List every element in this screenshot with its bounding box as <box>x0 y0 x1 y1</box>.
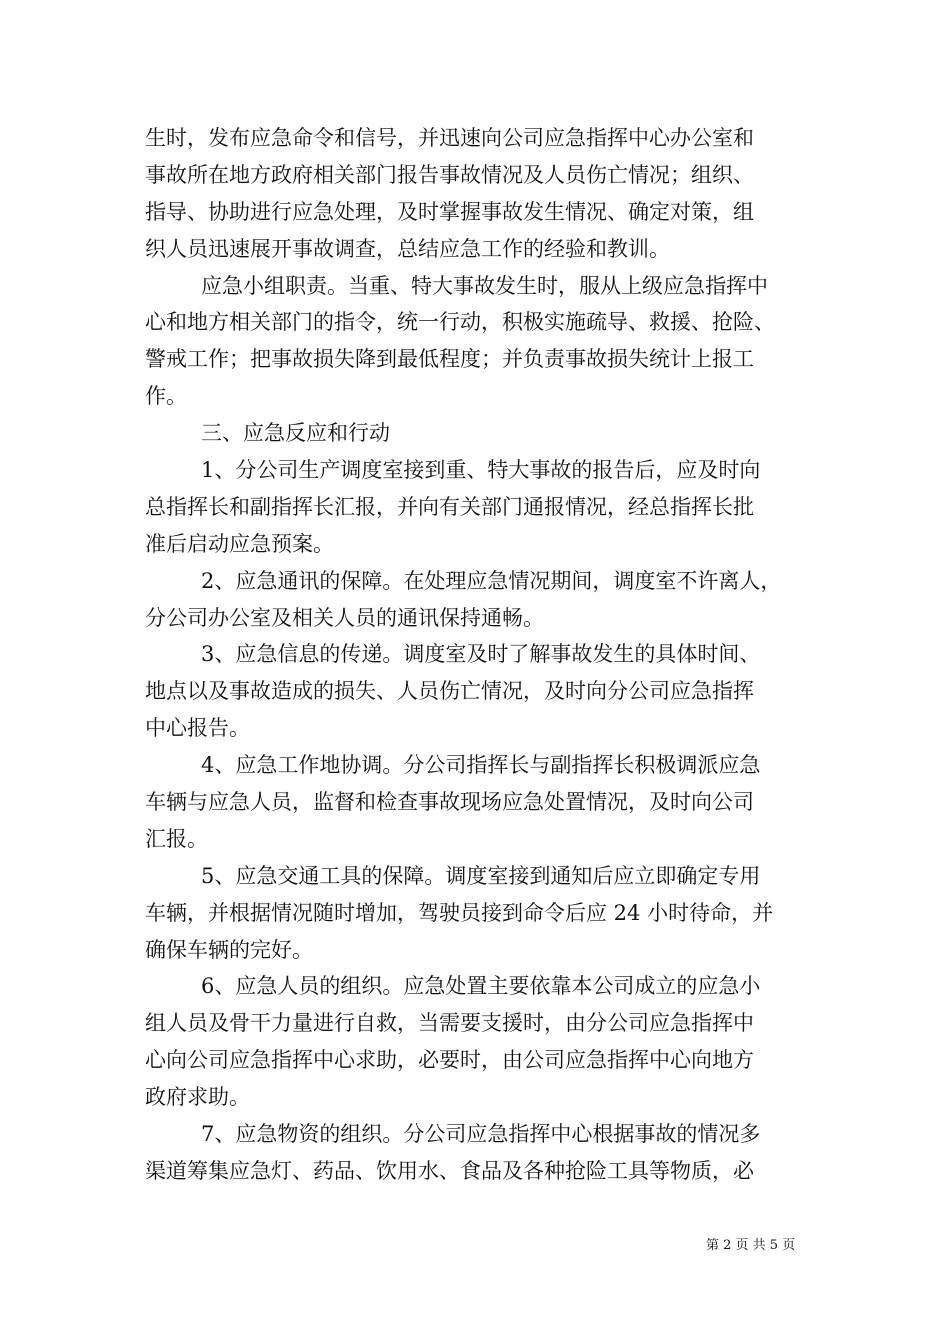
text-line: 4、应急工作地协调。分公司指挥长与副指挥长积极调派应急 <box>201 753 761 778</box>
text-line: 地点以及事故造成的损失、人员伤亡情况，及时向分公司应急指挥 <box>145 679 754 704</box>
text-line: 事故所在地方政府相关部门报告事故情况及人员伤亡情况；组织、 <box>145 162 754 187</box>
text-line: 政府求助。 <box>145 1085 250 1110</box>
text-line: 心向公司应急指挥中心求助，必要时，由公司应急指挥中心向地方 <box>145 1048 754 1073</box>
text-line: 车辆与应急人员，监督和检查事故现场应急处置情况，及时向公司 <box>145 790 754 815</box>
text-line: 汇报。 <box>145 826 208 851</box>
text-line: 7、应急物资的组织。分公司应急指挥中心根据事故的情况多 <box>201 1122 761 1147</box>
text-line: 确保车辆的完好。 <box>145 937 313 962</box>
text-line: 车辆，并根据情况随时增加，驾驶员接到命令后应 24 小时待命，并 <box>145 900 774 925</box>
text-line: 中心报告。 <box>145 716 250 741</box>
text-line: 心和地方相关部门的指令，统一行动，积极实施疏导、救援、抢险、 <box>145 310 775 335</box>
text-line: 1、分公司生产调度室接到重、特大事故的报告后，应及时向 <box>201 458 761 483</box>
text-line: 准后启动应急预案。 <box>145 531 334 556</box>
document-body <box>145 120 807 1190</box>
text-line: 6、应急人员的组织。应急处置主要依靠本公司成立的应急小 <box>201 974 761 999</box>
text-line: 组人员及骨干力量进行自救，当需要支援时，由分公司应急指挥中 <box>145 1011 754 1036</box>
text-line: 2、应急通讯的保障。在处理应急情况期间，调度室不许离人， <box>201 568 782 593</box>
page-number: 第 2 页 共 5 页 <box>706 1238 796 1253</box>
text-line: 总指挥长和副指挥长汇报，并向有关部门通报情况，经总指挥长批 <box>145 494 754 519</box>
text-line: 三、应急反应和行动 <box>201 421 390 446</box>
text-line: 应急小组职责。当重、特大事故发生时，服从上级应急指挥中 <box>201 273 768 298</box>
text-line: 指导、协助进行应急处理，及时掌握事故发生情况、确定对策，组 <box>145 199 754 224</box>
text-line: 警戒工作；把事故损失降到最低程度；并负责事故损失统计上报工 <box>145 347 754 372</box>
text-line: 织人员迅速展开事故调查，总结应急工作的经验和教训。 <box>145 236 670 261</box>
text-line: 作。 <box>145 384 187 409</box>
text-line: 分公司办公室及相关人员的通讯保持通畅。 <box>145 605 544 630</box>
text-line: 5、应急交通工具的保障。调度室接到通知后应立即确定专用 <box>201 863 761 888</box>
text-line: 渠道筹集应急灯、药品、饮用水、食品及各种抢险工具等物质，必 <box>145 1158 754 1183</box>
text-line: 生时，发布应急命令和信号，并迅速向公司应急指挥中心办公室和 <box>145 126 754 150</box>
text-line: 3、应急信息的传递。调度室及时了解事故发生的具体时间、 <box>201 642 761 667</box>
